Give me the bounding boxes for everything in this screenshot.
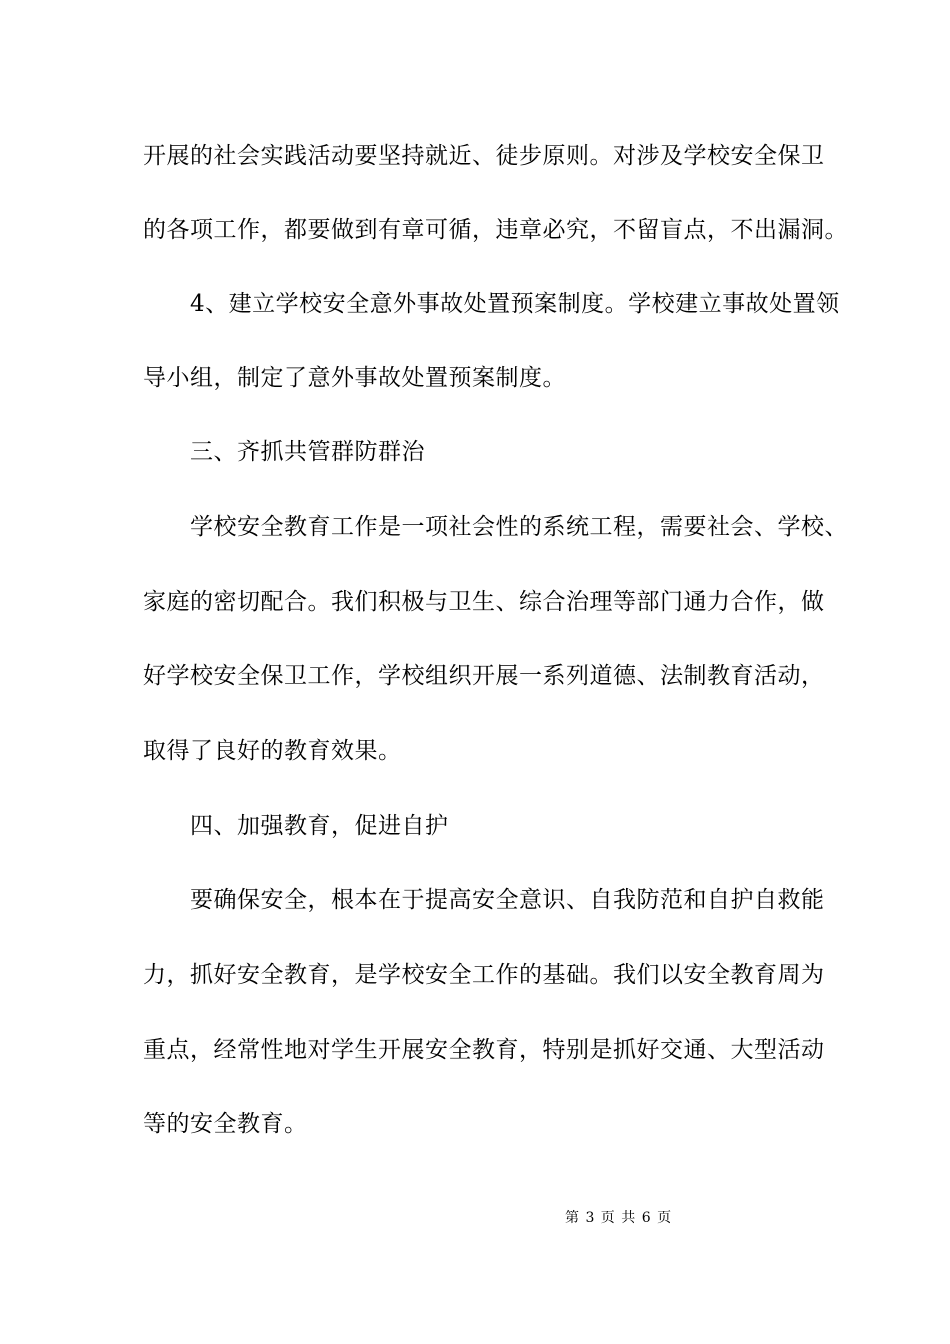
text-line: 家庭的密切配合。我们积极与卫生、综合治理等部门通力合作，做 (143, 589, 825, 615)
text-line: 导小组，制定了意外事故处置预案制度。 (143, 365, 566, 391)
text-line: 重点，经常性地对学生开展安全教育，特别是抓好交通、大型活动 (143, 1037, 825, 1063)
text-line: 力，抓好安全教育，是学校安全工作的基础。我们以安全教育周为 (143, 962, 825, 988)
paragraph-start-line: 4、建立学校安全意外事故处置预案制度。学校建立事故处置领 (190, 291, 840, 317)
text-line: 的各项工作，都要做到有章可循，违章必究，不留盲点，不出漏洞。 (143, 217, 848, 243)
text-line: 开展的社会实践活动要坚持就近、徒步原则。对涉及学校安全保卫 (143, 143, 825, 169)
section-heading: 四、加强教育，促进自护 (190, 813, 449, 839)
text-line: 取得了良好的教育效果。 (143, 738, 402, 764)
page-number-footer: 第 3 页 共 6 页 (565, 1210, 673, 1226)
paragraph-start-line: 学校安全教育工作是一项社会性的系统工程，需要社会、学校、 (190, 514, 848, 540)
text-line: 等的安全教育。 (143, 1111, 308, 1137)
text-line: 好学校安全保卫工作，学校组织开展一系列道德、法制教育活动， (143, 663, 825, 689)
paragraph-start-line: 要确保安全，根本在于提高安全意识、自我防范和自护自救能 (190, 887, 825, 913)
section-heading: 三、齐抓共管群防群治 (190, 439, 425, 465)
